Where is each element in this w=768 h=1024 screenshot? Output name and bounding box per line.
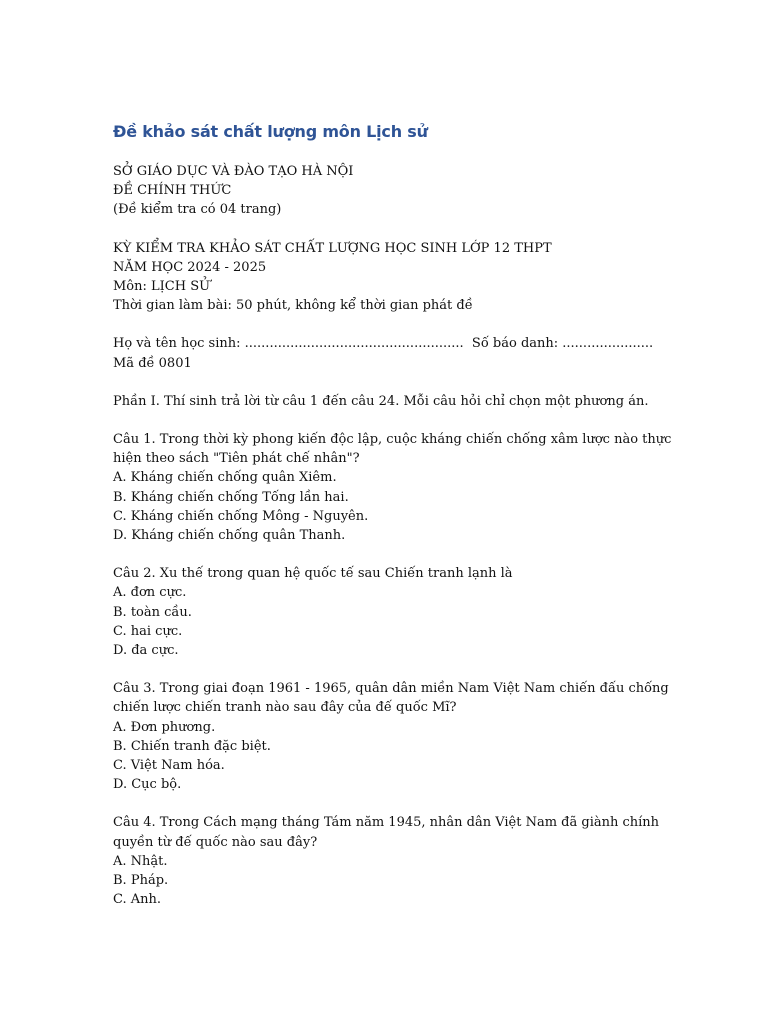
question-option: A. Đơn phương. [113,719,216,735]
question-option: C. hai cực. [113,623,183,639]
official-label: ĐỀ CHÍNH THỨC [113,183,232,199]
part-one-text: Phần I. Thí sinh trả lời từ câu 1 đến câu 24. Mỗi câu hỏi chỉ chọn một phương án. [113,393,649,409]
question-option: B. Kháng chiến chống Tống lần hai. [113,489,349,505]
question-stem: Câu 2. Xu thế trong quan hệ quốc tế sau Chiến tranh lạnh là [113,566,513,582]
question-2 [113,564,673,660]
question-option: A. đơn cực. [113,585,187,601]
document-title: Đề khảo sát chất lượng môn Lịch sử [113,122,428,141]
question-3 [113,679,673,794]
question-option: B. Pháp. [113,873,169,889]
question-option: A. Nhật. [113,853,168,869]
header-block [113,162,673,220]
question-option: C. Kháng chiến chống Mông - Nguyên. [113,508,369,524]
exam-subject: Môn: LỊCH SỬ [113,279,211,295]
question-option: B. Chiến tranh đặc biệt. [113,738,271,754]
document-page [113,120,673,929]
question-1 [113,430,673,545]
exam-code: Mã đề 0801 [113,355,192,371]
exam-info-block [113,239,673,316]
question-option: D. Kháng chiến chống quân Thanh. [113,528,346,544]
question-stem: Câu 1. Trong thời kỳ phong kiến độc lập, cuộc kháng chiến chống xâm lược nào thực hiện theo sách "Tiên phát chế nhân"? [113,432,672,467]
student-name-line: Họ và tên học sinh: ..................................................... Số báo danh: ...................... [113,336,654,352]
question-option: D. Cục bộ. [113,777,182,793]
part-one-instructions [113,392,673,411]
question-option: C. Việt Nam hóa. [113,758,225,774]
pages-note: (Đề kiểm tra có 04 trang) [113,202,282,218]
department-name: SỞ GIÁO DỤC VÀ ĐÀO TẠO HÀ NỘI [113,164,354,179]
question-stem: Câu 3. Trong giai đoạn 1961 - 1965, quân dân miền Nam Việt Nam chiến đấu chống chiến lược chiến tranh nào sau đây của đế quốc Mĩ? [113,681,669,716]
question-option: B. toàn cầu. [113,604,192,620]
question-option: A. Kháng chiến chống quân Xiêm. [113,470,337,486]
question-4 [113,813,673,909]
student-info-block [113,334,673,372]
question-stem: Câu 4. Trong Cách mạng tháng Tám năm 1945, nhân dân Việt Nam đã giành chính quyền từ đế quốc nào sau đây? [113,815,660,850]
question-option: D. đa cực. [113,643,179,659]
exam-year: NĂM HỌC 2024 - 2025 [113,259,267,275]
question-option: C. Anh. [113,892,162,908]
exam-name: KỲ KIỂM TRA KHẢO SÁT CHẤT LƯỢNG HỌC SINH LỚP 12 THPT [113,240,552,256]
exam-time: Thời gian làm bài: 50 phút, không kể thời gian phát đề [113,298,473,314]
